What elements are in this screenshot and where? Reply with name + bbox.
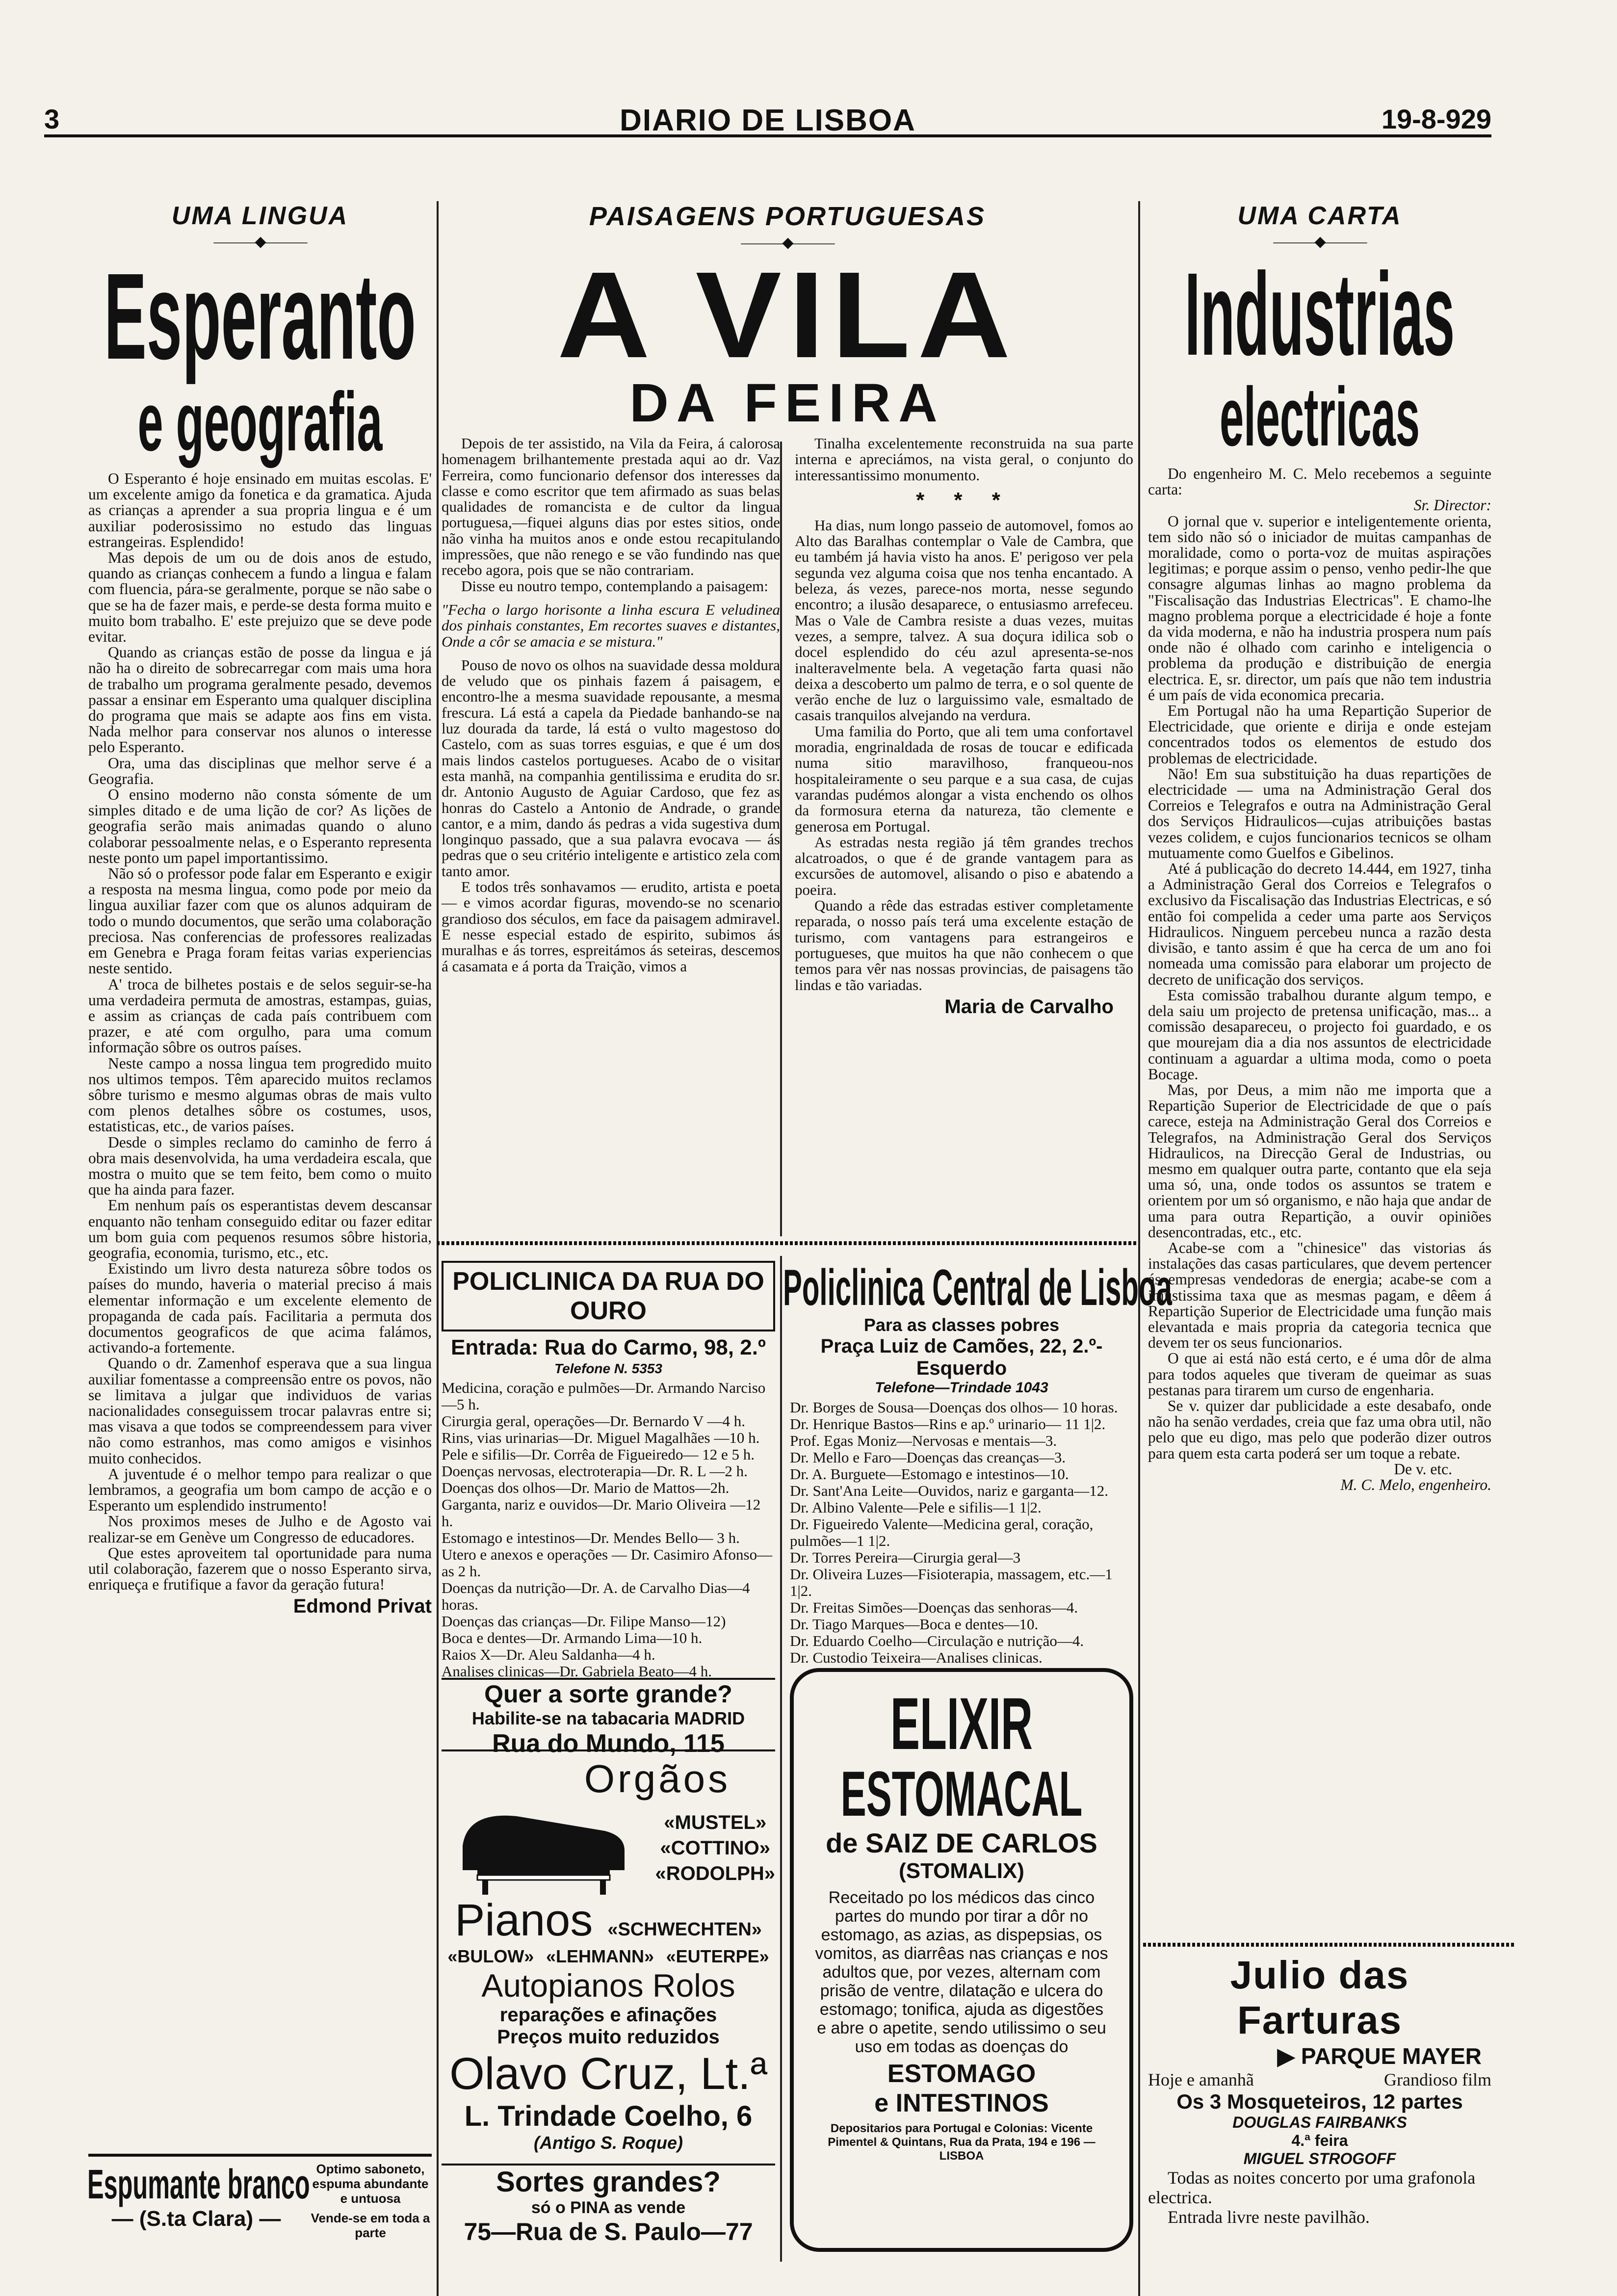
list-item: Boca e dentes—Dr. Armando Lima—10 h. bbox=[442, 1629, 703, 1646]
ad-subtitle: de SAIZ DE CARLOS bbox=[826, 1827, 1097, 1858]
ad-text: Entrada livre neste pavilhão. bbox=[1168, 2207, 1370, 2227]
ad-text: Hoje e amanhã bbox=[1148, 2070, 1254, 2089]
ad-text: Quer a sorte grande? bbox=[484, 1680, 732, 1708]
brand-name: «SCHWECHTEN» bbox=[607, 1919, 762, 1940]
ornament bbox=[88, 235, 432, 249]
ad-title: Policlinica Central de Lisboa bbox=[783, 1259, 1172, 1316]
ad-sortes-grandes bbox=[442, 2164, 775, 2262]
ad-subtitle: (STOMALIX) bbox=[899, 1859, 1024, 1883]
ad-text: Optimo saboneto, espuma abundante e untuosa bbox=[312, 2162, 429, 2206]
list-item: Dr. Henrique Bastos—Rins e ap.º urinario— 11 1|2. bbox=[790, 1415, 1106, 1433]
brand-name: «MUSTEL» bbox=[664, 1812, 767, 1833]
article-esperanto bbox=[88, 201, 432, 2296]
closing: De v. etc. bbox=[1394, 1460, 1452, 1478]
ad-subtitle: Entrada: Rua do Carmo, 98, 2.º bbox=[451, 1335, 766, 1359]
divider bbox=[437, 1241, 1138, 1245]
ad-text: (Antigo S. Roque) bbox=[534, 2133, 683, 2153]
paragraph: Tinalha excelentemente reconstruida na sua parte interna e apreciámos, na vista geral, o conjunto do interessantissimo monumento. bbox=[795, 435, 1133, 484]
list-item: Medicina, coração e pulmões—Dr. Armando Narciso—5 h. bbox=[442, 1379, 766, 1413]
paragraph: O Esperanto é hoje ensinado em muitas escolas. E' um excelente amigo da fonetica e da gramatica. Ajuda as crianças a aprender a sua propria lingua e é um auxiliar poderosissimo no estudo das linguas estrangeiras. Esplendido! bbox=[88, 470, 432, 550]
paragraph: A' troca de bilhetes postais e de selos seguir-se-ha uma verdadeira permuta de amostras, estampas, guias, e assim as crianças de cada país contribuem com prazer, e até com orgulho, para uma comum informação sôbre os outros países. bbox=[88, 975, 432, 1056]
article-body-col-a bbox=[442, 436, 780, 1018]
article-vila-da-feira bbox=[442, 201, 1133, 1241]
paragraph: Se v. quizer dar publicidade a este desabafo, onde não ha senão verdades, creia que faz uma obra util, não pelo que eu digo, mas pelo que poderão dizer outros para quem esta carta poderá ser um toque a rebate. bbox=[1148, 1397, 1491, 1462]
paragraph: Nos proximos meses de Julho e de Agosto vai realizar-se em Genève um Congresso de educadores. bbox=[88, 1513, 432, 1546]
list-item: Raios X—Dr. Aleu Saldanha—4 h. bbox=[442, 1646, 655, 1663]
paragraph: O jornal que v. superior e inteligentemente orienta, tem sido não só o iniciador de muitas campanhas de moralidade, como o porta-voz de muitas aspirações legitimas; e porque assim o penso, venho pedir-lhe que consagre algumas linhas ao magno problema da "Fiscalisação das Industrias Electricas". E chamo-lhe magno problema porque a electricidade é hoje a fonte da vida moderna, e não ha industria prospera num país onde não é olhado com carinho e inteligencia o problema da produção e distribuição de energia electrica. E, sr. director, um país que não tem industria é um país de vida economica precaria. bbox=[1148, 512, 1491, 704]
article-kicker: UMA CARTA bbox=[1237, 202, 1402, 230]
list-item: Doenças nervosas, electroterapia—Dr. R. L —2 h. bbox=[442, 1462, 748, 1480]
paragraph: Neste campo a nossa lingua tem progredido muito nos ultimos tempos. Têm aparecido muitos reclamos sôbre turismo e mesmo algumas obras de mais vulto com plenos detalhes sôbre os costumes, usos, estatisticas, etc., de varios países. bbox=[88, 1054, 432, 1135]
headline: A VILA bbox=[557, 246, 1018, 383]
list-item: Analises clinicas—Dr. Gabriela Beato—4 h. bbox=[442, 1663, 712, 1680]
ad-policlinica-ouro bbox=[442, 1261, 775, 1680]
paragraph: A juventude é o melhor tempo para realizar o que lembramos, a geografia um bom campo de acção e o Esperanto um esplendido instrumento! bbox=[88, 1465, 432, 1514]
paragraph: E todos três sonhavamos — erudito, artista e poeta — e vimos acordar figuras, movendo-se no scenario grandioso dos séculos, em face da paisagem admiravel. E nesse especial estado de espirito, subimos ás muralhas e ás torres, espreitámos ás seteiras, descemos á casamata e á porta da Traição, vimos a bbox=[442, 878, 780, 975]
list-item: Dr. Eduardo Coelho—Circulação e nutrição—4. bbox=[790, 1632, 1084, 1649]
page-number: 3 bbox=[44, 104, 60, 134]
paragraph: Existindo um livro desta natureza sôbre todos os países do mundo, haveria o material preciso á mais elementar informação e um excelente elemento de propaganda de cada país. Facilitaria a permuta dos documentos geograficos de que acima falámos, activando-a fortemente. bbox=[88, 1260, 432, 1357]
masthead bbox=[44, 103, 1491, 137]
article-body-col-b bbox=[795, 436, 1133, 1018]
headline: Industrias bbox=[1184, 248, 1455, 380]
ad-orgaos-pianos bbox=[442, 1756, 775, 2159]
ad-text: e INTESTINOS bbox=[874, 2089, 1049, 2117]
list-item: Dr. Freitas Simões—Doenças das senhoras—4. bbox=[790, 1599, 1078, 1616]
paragraph: Não só o professor pode falar em Esperanto e exigir a resposta na mesma lingua, como pode por meio da lingua auxiliar fazer com que os alunos adquiram de todo o mundo documentos, que serão uma colaboração preciosa. Nas conferencias de professores realizadas em Genebra e Praga foram feitas varias experiencias neste sentido. bbox=[88, 865, 432, 977]
paragraph: As estradas nesta região já têm grandes trechos alcatroados, o que é de grande vantagem para as excursões de automovel, alisando o piso e abatendo a poeira. bbox=[795, 833, 1133, 898]
article-body bbox=[88, 471, 432, 1592]
ad-text: só o PINA as vende bbox=[531, 2198, 686, 2217]
list-item: Doenças das crianças—Dr. Filipe Manso—12) bbox=[442, 1613, 726, 1630]
divider bbox=[1143, 1943, 1516, 1947]
article-industrias-electricas bbox=[1148, 201, 1491, 1938]
paragraph: O que ai está não está certo, e é uma dôr de alma para todos aqueles que tiveram de queimar as suas pestanas para tirarem um curso de engenharia. bbox=[1148, 1350, 1491, 1399]
ad-policlinica-central bbox=[783, 1259, 1172, 1666]
brand-name: «COTTINO» bbox=[660, 1837, 770, 1859]
arrow-icon: ▶ bbox=[1277, 2043, 1301, 2069]
subheadline: electricas bbox=[1220, 370, 1420, 464]
ad-text: ESTOMAGO bbox=[887, 2060, 1036, 2088]
ad-elixir-estomacal bbox=[790, 1668, 1133, 2252]
ad-text: Habilite-se na tabacaria MADRID bbox=[471, 1708, 745, 1728]
paragraph: Ora, uma das disciplinas que melhor serve é a Geografia. bbox=[88, 754, 432, 787]
newspaper-title: DIARIO DE LISBOA bbox=[620, 104, 916, 137]
ad-text: Rua do Mundo, 115 bbox=[492, 1729, 725, 1758]
paragraph: Mas, por Deus, a mim não me importa que a Repartição Superior de Electricidade de que o país carece, esteja na Administração Geral dos Correios e Telegrafos, na Administração Geral dos Serviços Hidraulicos, na Direcção Geral de Industrias, ou mesmo em qualquer outra parte, contanto que ela seja uma só, una, onde todos os assuntos se tratem e orientem por um só organismo, e não haja que andar de uma para outra Repartição, a ouvir opiniões desencontradas, etc., etc. bbox=[1148, 1081, 1491, 1241]
list-item: Dr. Figueiredo Valente—Medicina geral, coração, pulmões—1 1|2. bbox=[790, 1515, 1094, 1549]
list-item: Dr. Tiago Marques—Boca e dentes—10. bbox=[790, 1616, 1039, 1633]
ad-espumante bbox=[88, 2154, 432, 2276]
ad-title: POLICLINICA DA RUA DO OURO bbox=[442, 1261, 775, 1331]
paragraph: Uma familia do Porto, que ali tem uma confortavel moradia, engrinaldada de rosas de toucar e edificada numa sitio maravilhoso, franqueou-nos hospitaleiramente o seu parque e a sua casa, de cujas varandas pudémos alongar a vista enchendo os olhos da formosura eterna da natureza, tão clemente e generosa em Portugal. bbox=[795, 722, 1133, 835]
list-item: Cirurgia geral, operações—Dr. Bernardo V —4 h. bbox=[442, 1412, 745, 1430]
ad-phone: Telefone—Trindade 1043 bbox=[875, 1380, 1048, 1396]
ad-text: Preços muito reduzidos bbox=[497, 2026, 720, 2048]
piano-icon bbox=[458, 1801, 634, 1895]
ad-subtitle: Para as classes pobres bbox=[863, 1315, 1060, 1335]
ad-title: Espumante branco bbox=[87, 2161, 310, 2207]
paragraph: Em Portugal não ha uma Repartição Superior de Electricidade, que oriente e dirija e onde estejam concentrados todos os elementos de estudo dos problemas de electricidade. bbox=[1148, 702, 1491, 767]
article-kicker: UMA LINGUA bbox=[171, 202, 349, 230]
subheadline: DA FEIRA bbox=[629, 373, 945, 433]
ad-text: DOUGLAS FAIRBANKS bbox=[1232, 2113, 1407, 2131]
column-rule bbox=[437, 201, 439, 2296]
ad-julio-das-farturas bbox=[1148, 1953, 1491, 2271]
paragraph: Em nenhum país os esperantistas devem descansar enquanto não tenham conseguido editar ou fazer editar um bom guia com pequenos resumos sôbre historia, geografia, economia, turismo, etc., etc. bbox=[88, 1197, 432, 1261]
paragraph: Quando o dr. Zamenhof esperava que a sua lingua auxiliar fomentasse a compreensão entre os povos, não se limitava a julgar que individuos de varias nacionalidades conseguissem trocar palavras entre si; mas visava a que todos se compreendessem para viver não como estranhos, mas como amigos e visinhos muito conhecidos. bbox=[88, 1355, 432, 1467]
list-item: Dr. A. Burguete—Estomago e intestinos—10. bbox=[790, 1465, 1069, 1483]
column-rule bbox=[780, 1256, 782, 2262]
paragraph: Desde o simples reclamo do caminho de ferro á obra mais desenvolvida, ha uma verdadeira escala, que mostra o muito que se tem feito, bem como o muito que ha ainda para fazer. bbox=[88, 1133, 432, 1199]
paragraph: Quando as crianças estão de posse da lingua e já não ha o direito de sobrecarregar com mais uma hora de trabalho um programa geralmente pesado, devemos passar a ensinar em Esperanto uma qualquer disciplina do programa que mais se adapte aos fins em vista. Nada melhor para conservar nos alunos o interesse pelo Esperanto. bbox=[88, 644, 432, 756]
list-item: Dr. Mello e Faro—Doenças das creanças—3. bbox=[790, 1449, 1066, 1466]
brand-name: «BULOW» bbox=[447, 1946, 534, 1966]
ad-subtitle: — (S.ta Clara) — bbox=[111, 2207, 281, 2231]
ad-title: Olavo Cruz, Lt.ª bbox=[449, 2049, 767, 2099]
ad-title: Pianos bbox=[455, 1895, 593, 1945]
ad-text: 4.ª feira bbox=[1291, 2132, 1348, 2149]
ad-text: Sortes grandes? bbox=[496, 2166, 721, 2198]
paragraph: Disse eu noutro tempo, contemplando a paisagem: bbox=[461, 577, 768, 595]
ad-title: ELIXIR bbox=[890, 1682, 1033, 1765]
list-item: Dr. Torres Pereira—Cirurgia geral—3 bbox=[790, 1549, 1021, 1566]
ad-text: MIGUEL STROGOFF bbox=[1243, 2150, 1396, 2167]
ad-subtitle: ▶ PARQUE MAYER bbox=[1277, 2043, 1482, 2069]
headline: Esperanto bbox=[104, 248, 416, 385]
paragraph: Quando a rêde das estradas estiver completamente reparada, o nosso país terá uma excelente estação de turismo, com vantagens para estrangeiros e portugueses, que muitos ha que não conhecem o que temos para vêr nas nossas provincias, de paisagens tão lindas e tão variadas. bbox=[795, 897, 1133, 993]
section-break: * * * bbox=[916, 488, 1012, 512]
paragraph: Que estes aproveitem tal oportunidade para numa util colaboração, fazerem que o nosso Esperanto sirva, enriqueça e frutifique a favor da geração futura! bbox=[88, 1544, 432, 1593]
list-item: Dr. Borges de Sousa—Doenças dos olhos— 10 horas. bbox=[790, 1399, 1118, 1416]
ad-text: Todas as noites concerto por uma grafonola electrica. bbox=[1148, 2168, 1476, 2207]
ad-text: reparações e afinações bbox=[499, 2004, 717, 2026]
article-body bbox=[1148, 466, 1491, 1493]
ad-text: Depositarios para Portugal e Colonias: Vicente Pimentel & Quintans, Rua da Prata, 194 e 196 — LISBOA bbox=[828, 2122, 1095, 2163]
ad-title: Orgãos bbox=[584, 1757, 731, 1800]
signature: Edmond Privat bbox=[293, 1595, 432, 1618]
list-item: Pele e sifilis—Dr. Corrêa de Figueiredo— 12 e 5 h. bbox=[442, 1446, 755, 1463]
list-item: Dr. Albino Valente—Pele e sifilis—1 1|2. bbox=[790, 1499, 1042, 1516]
paragraph: Esta comissão trabalhou durante algum tempo, e dela saiu um projecto de pretensa unificação, mas... a comissão desapareceu, o projecto foi guardado, e os que mourejam dia a dia nos assuntos de electricidade continuam a aguardar a ultima moda, como o poeta Bocage. bbox=[1148, 986, 1491, 1083]
ad-text: Autopianos Rolos bbox=[481, 1967, 735, 2004]
ad-phone: Telefone N. 5353 bbox=[554, 1361, 662, 1376]
list-item: Dr. Sant'Ana Leite—Ouvidos, nariz e garganta—12. bbox=[790, 1482, 1108, 1499]
ad-title: ESTOMACAL bbox=[840, 1758, 1083, 1829]
list-item: Estomago e intestinos—Dr. Mendes Bello— 3 h. bbox=[442, 1529, 740, 1546]
ad-text: Vende-se em toda a parte bbox=[311, 2211, 430, 2240]
brand-name: «RODOLPH» bbox=[655, 1863, 775, 1884]
list-item: Dr. Custodio Teixeira—Analises clinicas. bbox=[790, 1649, 1043, 1666]
signature: M. C. Melo, engenheiro. bbox=[1340, 1476, 1491, 1493]
ad-text: Grandioso film bbox=[1384, 2070, 1491, 2089]
ad-text: L. Trindade Coelho, 6 bbox=[464, 2100, 753, 2132]
subheadline: e geografia bbox=[137, 375, 383, 469]
paragraph: Pouso de novo os olhos na suavidade dessa moldura de veludo que os pinhais fazem á paisagem, e encontro-lhe a mesma suavidade repousante, a mesma frescura. Lá está a capela da Piedade banhando-se na luz dourada da tarde, lá está o vulto magestoso do Castelo, com as suas torres esguias, e que é um dos mais lindos castelos portugueses. Acabo de o visitar esta manhã, na companhia gentilissima e erudita do sr. dr. Antonio Augusto de Aguiar Cardoso, que fez as honras do Castelo a Antonio de Andrade, o grande cantor, e a mim, dando ás pedras a vida sugestiva dum longinquo passado, que a sua palavra evocava — ás pedras que o seu critério inteligente e artistico zela com tanto amor. bbox=[442, 656, 780, 880]
paragraph: O ensino moderno não consta sómente de um simples ditado e de uma lição de cor? As lições de geografia serão mais animadas quando o aluno colaborar pessoalmente nelas, e o Esperanto representa neste ponto um papel importantissimo. bbox=[88, 786, 432, 866]
brand-name: «EUTERPE» bbox=[666, 1946, 769, 1966]
paragraph: Ha dias, num longo passeio de automovel, fomos ao Alto das Baralhas contemplar o Vale de Cambra, que eu também já havia visto ha anos. E' perigoso ver pela segunda vez alguma coisa que nos tenha encantado. A beleza, ás vezes, parece-nos morta, nesse segundo encontro; a ilusão desaparece, o entusiasmo arrefeceu. Mas o Vale de Cambra resiste a duas vezes, muitas vezes, a sempre, talvez. A sua doçura idilica sob o docel esplendido do céu azul apresenta-se-nos inalteravelmente bela. A vegetação farta quasi não deixa a descoberto um palmo de terra, e o sol quente de verão enche de luz o larguissimo vale, esmaltado de casais tranquilos alvejando na verdura. bbox=[795, 516, 1133, 724]
paragraph: Até á publicação do decreto 14.444, em 1927, tinha a Administração Geral dos Correios e Telegrafos o exclusivo da Fiscalisação das Industrias Electricas, e só então foi compelida a ceder uma parte aos Serviços Hidraulicos. Ninguem percebeu nunca a razão desta divisão, e tanto assim é que ha cerca de um ano foi nomeada uma comissão para elaborar um projecto de decreto de unificação dos serviços. bbox=[1148, 860, 1491, 988]
ad-address: Praça Luiz de Camões, 22, 2.º-Esquerdo bbox=[820, 1335, 1103, 1379]
ad-title: Julio das Farturas bbox=[1230, 1953, 1409, 2042]
list-item: Doenças dos olhos—Dr. Mario de Mattos—2h. bbox=[442, 1479, 730, 1496]
brand-name: «LEHMANN» bbox=[546, 1946, 654, 1966]
ad-text: Receitado po los médicos das cinco partes do mundo por tirar a dôr no estomago, as azias, as dispepsias, os vomitos, as diarrêas nas crianças e nos adultos que, por vezes, alternam com prisão de ventre, dilatação e ulcera do estomago; tonifica, ajuda as digestões e abre o apetite, sendo utilissimo o seu uso em todas as doenças do bbox=[815, 1888, 1108, 2056]
ad-text: 75—Rua de S. Paulo—77 bbox=[464, 2218, 753, 2245]
list-item: Dr. Oliveira Luzes—Fisioterapia, massagem, etc.—1 1|2. bbox=[790, 1565, 1113, 1599]
ad-text: Os 3 Mosqueteiros, 12 partes bbox=[1176, 2090, 1463, 2113]
issue-date: 19-8-929 bbox=[1381, 104, 1491, 134]
intro: Do engenheiro M. C. Melo recebemos a seguinte carta: bbox=[1148, 465, 1491, 498]
article-kicker: PAISAGENS PORTUGUESAS bbox=[589, 202, 986, 231]
salutation: Sr. Director: bbox=[1413, 496, 1491, 514]
list-item: Garganta, nariz e ouvidos—Dr. Mario Oliveira —12 h. bbox=[442, 1496, 761, 1530]
paragraph: Depois de ter assistido, na Vila da Feira, á calorosa homenagem brilhantemente prestada aqui ao dr. Vaz Ferreira, como funcionario defensor dos interesses da classe e como escritor que tem afirmado as suas belas qualidades de romancista e de cultor da lingua portuguesa,—fiquei alguns dias por estes sitios, onde não vinha ha muitos anos e onde estou recapitulando impressões, que não renego e se vão fundindo nas que recebo agora, pois que se não contrariam. bbox=[442, 435, 780, 579]
paragraph: Acabe-se com a "chinesice" das vistorias ás instalações das casas particulares, que devem pertencer ás empresas vendedoras de energia; acabe-se com a injustissima taxa que as mesmas pagam, e dêem á Repartição Superior de Electricidade uma função mais elevantada e mais propria da categoria tecnica que devem ter os seus funcionarios. bbox=[1148, 1239, 1491, 1352]
list-item: Doenças da nutrição—Dr. A. de Carvalho Dias—4 horas. bbox=[442, 1579, 750, 1613]
list-item: Utero e anexos e operações — Dr. Casimiro Afonso—as 2 h. bbox=[442, 1546, 773, 1580]
list-item: Prof. Egas Moniz—Nervosas e mentais—3. bbox=[790, 1432, 1057, 1449]
signature: Maria de Carvalho bbox=[944, 995, 1114, 1018]
list-item: Rins, vias urinarias—Dr. Miguel Magalhães —10 h. bbox=[442, 1429, 760, 1446]
paragraph: Não! Em sua substituição ha duas repartições de electricidade — uma na Administração Geral dos Correios e Telegrafos e outra na Administração Geral dos Serviços Hidraulicos—cujas atribuições bastas vezes colidem, e cujos funcionarios tecnicos se olham mutuamente como Guelfos e Gibelinos. bbox=[1148, 765, 1491, 861]
ad-sorte-grande bbox=[442, 1678, 775, 1758]
column-rule bbox=[1138, 201, 1140, 2296]
poem: "Fecha o largo horisonte a linha escura E veludinea dos pinhais constantes, Em recortes suaves e distantes, Onde a côr se amacia e se mistura." bbox=[442, 600, 780, 650]
paragraph: Mas depois de um ou de dois anos de estudo, quando as crianças conhecem a fundo a lingua e falam com fluencia, pára-se geralmente, porque se não sabe o que se ha de fazer mais, e perde-se desta forma muito e muito bom trabalho. E' este prejuizo que se deve pode evitar. bbox=[88, 549, 432, 646]
ornament bbox=[1148, 235, 1491, 249]
